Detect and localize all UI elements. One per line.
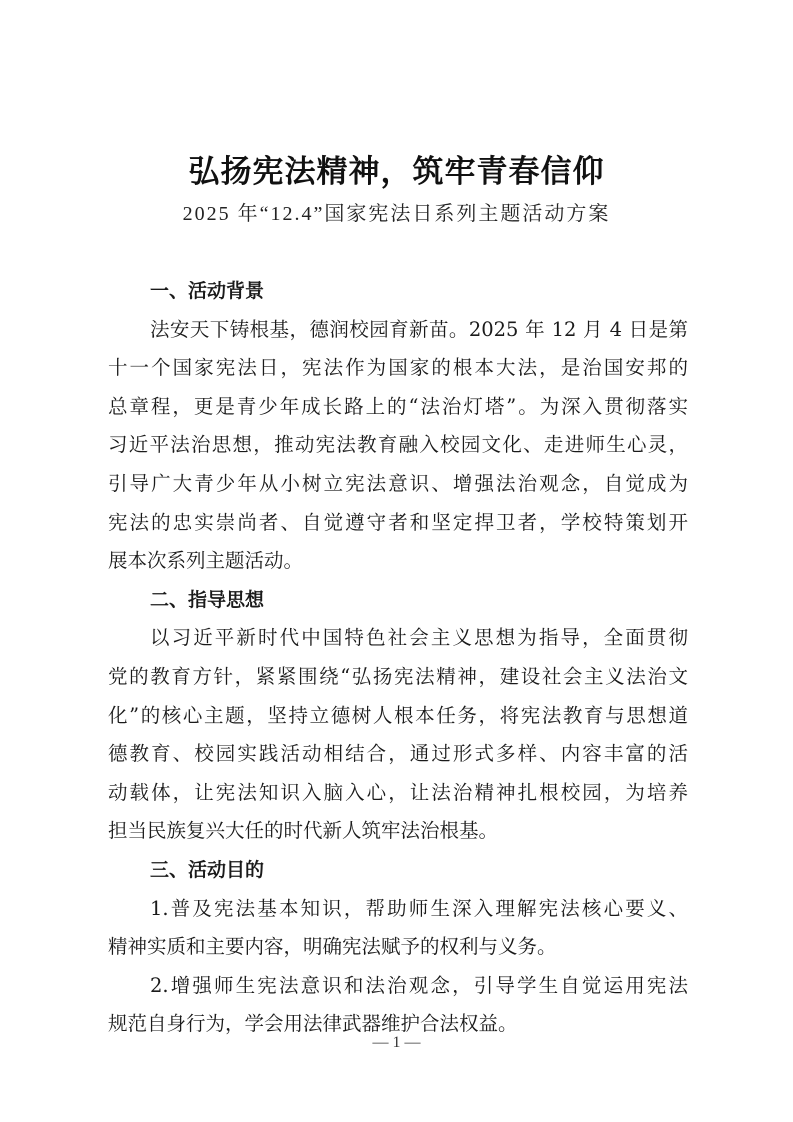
section-heading-background: 一、活动背景 bbox=[150, 280, 265, 302]
document-body bbox=[108, 272, 688, 1044]
paragraph-line: 担当民族复兴大任的时代新人筑牢法治根基。 bbox=[108, 819, 499, 843]
paragraph-line: 以习近平新时代中国特色社会主义思想为指导，全面贯彻 bbox=[150, 626, 688, 650]
paragraph-line: 1.普及宪法基本知识，帮助师生深入理解宪法核心要义、 bbox=[150, 896, 688, 920]
paragraph-line: 宪法的忠实崇尚者、自觉遵守者和坚定捍卫者，学校特策划开 bbox=[108, 510, 688, 534]
paragraph-line: 十一个国家宪法日，宪法作为国家的根本大法，是治国安邦的 bbox=[108, 356, 688, 380]
paragraph-line: 德教育、校园实践活动相结合，通过形式多样、内容丰富的活 bbox=[108, 742, 688, 766]
paragraph-line: 动载体，让宪法知识入脑入心，让法治精神扎根校园，为培养 bbox=[108, 780, 688, 804]
paragraph-line: 习近平法治思想，推动宪法教育融入校园文化、走进师生心灵， bbox=[108, 433, 688, 457]
paragraph-line: 总章程，更是青少年成长路上的“法治灯塔”。为深入贯彻落实 bbox=[108, 394, 688, 418]
paragraph-line: 引导广大青少年从小树立宪法意识、增强法治观念，自觉成为 bbox=[108, 471, 688, 495]
paragraph-line: 化”的核心主题，坚持立德树人根本任务，将宪法教育与思想道 bbox=[108, 703, 688, 727]
paragraph-line: 精神实质和主要内容，明确宪法赋予的权利与义务。 bbox=[108, 935, 557, 959]
paragraph-line: 法安天下铸根基，德润校园育新苗。2025 年 12 月 4 日是第 bbox=[150, 317, 688, 341]
section-heading-guiding-ideology: 二、指导思想 bbox=[150, 588, 265, 611]
document-subtitle: 2025 年“12.4”国家宪法日系列主题活动方案 bbox=[182, 203, 611, 225]
paragraph-line: 2.增强师生宪法意识和法治观念，引导学生自觉运用宪法 bbox=[150, 973, 688, 997]
document-title: 弘扬宪法精神，筑牢青春信仰 bbox=[188, 154, 605, 190]
paragraph-line: 规范自身行为，学会用法律武器维护合法权益。 bbox=[108, 1012, 518, 1036]
page-number: — 1 — bbox=[372, 1034, 421, 1051]
section-heading-objectives: 三、活动目的 bbox=[150, 858, 265, 881]
paragraph-line: 展本次系列主题活动。 bbox=[108, 549, 304, 573]
paragraph-line: 党的教育方针，紧紧围绕“弘扬宪法精神，建设社会主义法治文 bbox=[108, 664, 688, 688]
